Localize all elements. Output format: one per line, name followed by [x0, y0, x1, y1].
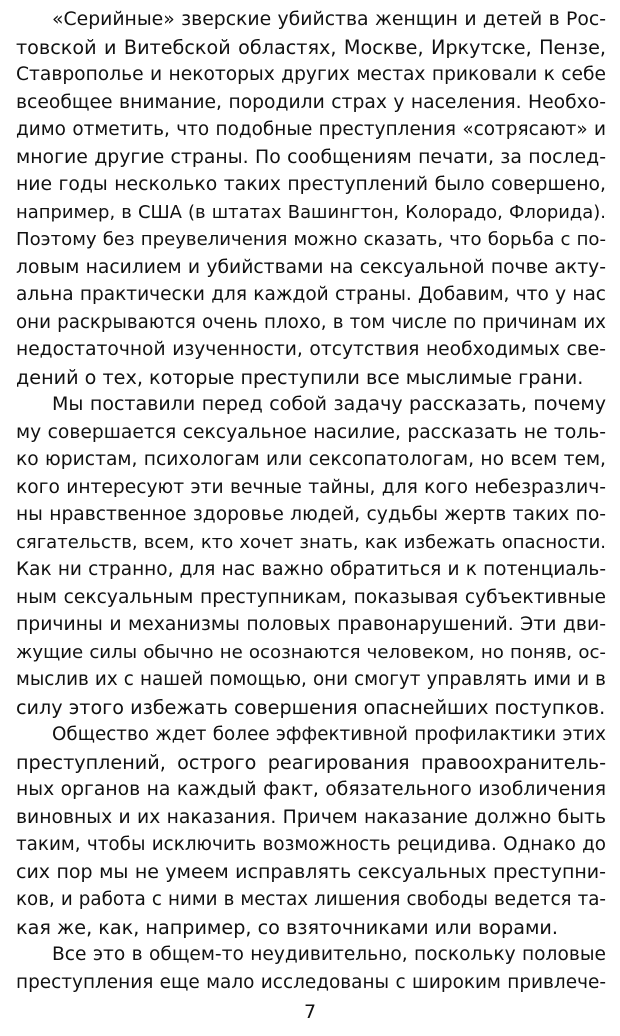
- text-line: ных органов на каждый факт, обязательного изобличения: [16, 779, 606, 800]
- text-line: товской и Витебской областях, Москве, Иркутске, Пензе,: [16, 35, 606, 59]
- page-number: 7: [303, 1001, 317, 1023]
- text-line: причины и механизмы половых правонарушений. Эти дви-: [16, 614, 606, 635]
- text-line: сих пор мы не умеем исправлять сексуальных преступни-: [16, 860, 606, 883]
- text-line: таким, чтобы исключить возможность рецидива. Однако до: [16, 834, 606, 855]
- text-line: преступления еще мало исследованы с широким привлече-: [16, 971, 606, 993]
- text-line: ны нравственное здоровье людей, судьбы жертв таких по-: [16, 504, 606, 525]
- paragraph-1: [16, 6, 606, 391]
- book-page: [16, 6, 606, 996]
- text-line: ным сексуальным преступникам, показывая субъективные: [16, 586, 606, 608]
- text-line: виновных и их наказания. Причем наказание должно быть: [16, 806, 606, 828]
- text-line: силу этого избежать совершения опаснейших поступков.: [16, 695, 606, 719]
- text-line: мыслив их с нашей помощью, они смогут управлять ими и в: [16, 669, 606, 690]
- text-line: всеобщее внимание, породили страх у населения. Необхо-: [16, 91, 606, 113]
- text-line: Как ни странно, для нас важно обратиться и к потенциаль-: [16, 559, 606, 580]
- text-line: кого интересуют эти вечные тайны, для кого небезразлич-: [16, 476, 606, 498]
- text-line: Все это в общем-то неудивительно, поскольку половые: [52, 944, 606, 965]
- text-line: му совершается сексуальное насилие, рассказать не толь-: [16, 421, 606, 443]
- text-line: недостаточной изученности, отсутствия необходимых све-: [16, 339, 606, 360]
- text-line: кая же, как, например, со взяточниками или ворами.: [16, 915, 558, 939]
- text-line: ко юристам, психологам или сексопатологам, но всем тем,: [16, 449, 606, 470]
- text-line: Поэтому без преувеличения можно сказать, что борьба с по-: [16, 229, 606, 250]
- text-line: «Серийные» зверские убийства женщин и детей в Рос-: [52, 9, 606, 30]
- text-line: например, в США (в штатах Вашингтон, Колорадо, Флорида).: [16, 201, 606, 223]
- text-line: димо отметить, что подобные преступления «сотрясают» и: [16, 119, 606, 140]
- text-line: сягательств, всем, кто хочет знать, как избежать опасности.: [16, 531, 606, 553]
- text-line: дений о тех, которые преступили все мыслимые грани.: [16, 365, 584, 389]
- text-line: Ставрополье и некоторых других местах приковали к себе: [16, 64, 606, 85]
- text-line: они раскрываются очень плохо, в том числе по причинам их: [16, 311, 606, 333]
- text-line: преступлений, острого реагирования правоохранитель-: [16, 750, 606, 774]
- text-line: альна практически для каждой страны. Добавим, что у нас: [16, 284, 606, 305]
- paragraph-3: [16, 721, 606, 941]
- text-line: многие другие страны. По сообщениям печати, за послед-: [16, 145, 606, 168]
- text-line: ков, и работа с ними в местах лишения свободы ведется та-: [16, 889, 606, 910]
- text-line: ловым насилием и убийствами на сексуальной почве акту-: [16, 256, 606, 278]
- text-line: Мы поставили перед собой задачу рассказать, почему: [52, 393, 606, 415]
- text-line: Общество ждет более эффективной профилактики этих: [52, 724, 606, 745]
- paragraph-4: [16, 941, 606, 996]
- paragraph-2: [16, 391, 606, 721]
- text-line: ние годы несколько таких преступлений было совершено,: [16, 174, 606, 195]
- text-line: жущие силы обычно не осознаются человеком, но поняв, ос-: [16, 641, 606, 663]
